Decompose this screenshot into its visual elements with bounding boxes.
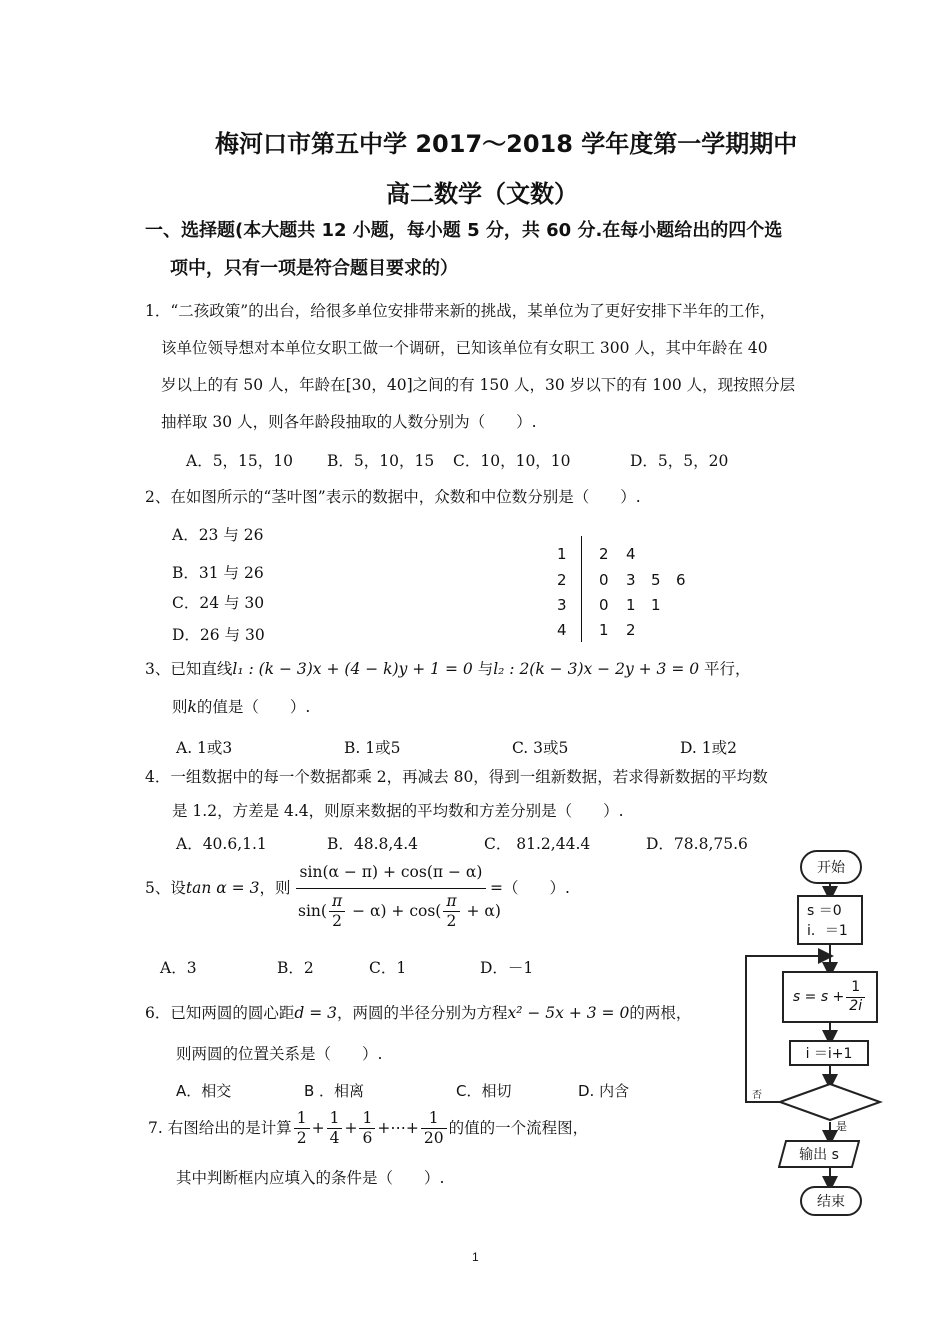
flowchart-output: [778, 1140, 860, 1168]
q3-option-a: A. 1或3: [176, 739, 233, 757]
q1-line4: 抽样取 30 人，则各年龄段抽取的人数分别为（ ）.: [161, 413, 537, 431]
flowchart-update-i: [789, 1040, 869, 1066]
q3-suffix: 平行，: [704, 660, 751, 678]
q1-option-a: A．5，15，10: [186, 452, 294, 470]
q4-option-d: D．78.8,75.6: [646, 835, 748, 853]
q7-term-num: 1: [294, 1109, 310, 1129]
q5-den-part: − α) + cos(: [347, 901, 442, 920]
leaf: 0: [599, 571, 609, 589]
q2-option-b: B．31 与 26: [172, 564, 264, 582]
page-title-line1: 梅河口市第五中学 2017～2018 学年度第一学期期中: [215, 130, 798, 158]
q5-prefix-group: [145, 876, 290, 898]
q4-option-c: C． 81.2,44.4: [484, 835, 591, 853]
flowchart-update-s-num: 1: [846, 979, 865, 998]
q5-suffix: =（ ）.: [490, 879, 570, 897]
flowchart-update-s-den: 2i: [849, 997, 863, 1014]
q5-den-two: 2: [446, 912, 457, 931]
q7-line2: 其中判断框内应填入的条件是（ ）.: [176, 1169, 445, 1187]
stem-divider: [581, 536, 582, 642]
q7-line1: [148, 1109, 588, 1149]
q3-line2-post: 的值是（ ）.: [196, 698, 311, 716]
flowchart-start: [800, 850, 862, 884]
q7-term-num: 1: [327, 1109, 343, 1129]
q1-line2: 该单位领导想对本单位女职工做一个调研，已知该单位有女职工 300 人，其中年龄在 40: [161, 339, 768, 357]
flowchart-yes-label: 是: [836, 1120, 847, 1133]
q5-den-pi: π: [443, 892, 459, 912]
q2-text: 2、在如图所示的“茎叶图”表示的数据中，众数和中位数分别是（ ）.: [145, 488, 641, 506]
q1-option-d: D．5，5，20: [630, 452, 729, 470]
q2-option-d: D．26 与 30: [172, 626, 265, 644]
q7-dots: +⋯+: [377, 1118, 419, 1137]
q3-line1: [145, 657, 751, 679]
q2-option-a: A．23 与 26: [172, 526, 264, 544]
leaf: 1: [626, 596, 636, 614]
q3-line-l1: l₁ : (k − 3)x + (4 − k)y + 1 = 0: [232, 660, 473, 678]
q2-option-c: C．24 与 30: [172, 594, 265, 612]
q3-option-b: B. 1或5: [344, 739, 401, 757]
q5-den-pi: π: [329, 892, 345, 912]
q6-post: 的两根，: [629, 1004, 692, 1022]
q1-line3: 岁以上的有 50 人，年龄在[30，40]之间的有 150 人，30 岁以下的有 100 人，现按照分层: [161, 376, 796, 394]
page-number: 1: [472, 1250, 479, 1264]
q7-post: 的值的一个流程图，: [448, 1118, 589, 1137]
q7-plus: +: [344, 1118, 358, 1137]
page-title-line2: 高二数学（文数）: [386, 180, 578, 208]
q7-term-den: 6: [362, 1129, 373, 1148]
leaf: 5: [651, 571, 661, 589]
q6-option-c: C．相切: [456, 1082, 512, 1100]
q5-option-b: B．2: [277, 959, 314, 977]
stem: 4: [557, 621, 567, 639]
flowchart-end-label: 结束: [817, 1194, 845, 1210]
section-heading-cont: 项中，只有一项是符合题目要求的）: [170, 258, 458, 279]
q3-option-c: C. 3或5: [512, 739, 569, 757]
q5-fraction-bar: [296, 888, 486, 889]
q6-mid: ，两圆的半径分别为方程: [337, 1004, 508, 1022]
q1-option-c: C．10，10，10: [453, 452, 571, 470]
stem: 2: [557, 571, 567, 589]
leaf: 1: [651, 596, 661, 614]
q1-option-b: B．5，10，15: [327, 452, 435, 470]
stem: 3: [557, 596, 567, 614]
leaf: 0: [599, 596, 609, 614]
flowchart-end: [800, 1186, 862, 1216]
flowchart-update-i-label: i ＝i+1: [805, 1046, 853, 1062]
q7-term-den: 2: [296, 1129, 307, 1148]
q5-mid: ，则: [259, 879, 291, 897]
q3-line2-pre: 则: [172, 698, 188, 716]
stem: 1: [557, 545, 567, 563]
q7-term-num: 1: [421, 1109, 447, 1129]
leaf: 1: [599, 621, 609, 639]
q4-option-b: B．48.8,4.4: [327, 835, 418, 853]
leaf: 6: [676, 571, 686, 589]
flowchart-init-i: i．＝1: [807, 923, 848, 939]
section-heading: 一、选择题(本大题共 12 小题，每小题 5 分，共 60 分.在每小题给出的四个选: [145, 220, 783, 241]
q5-prefix: 5、设: [145, 879, 186, 897]
q3-line2: [172, 695, 310, 717]
q3-line-l2: l₂ : 2(k − 3)x − 2y + 3 = 0: [493, 660, 700, 678]
q6-distance: d = 3: [294, 1004, 337, 1022]
q4-option-a: A．40.6,1.1: [176, 835, 267, 853]
flowchart-output-label: 输出 s: [799, 1147, 839, 1163]
q5-option-c: C．1: [369, 959, 407, 977]
flowchart-start-label: 开始: [817, 860, 845, 876]
q5-den-part: + α): [461, 901, 501, 920]
flowchart-update-s: [782, 971, 878, 1023]
q6-option-d: D. 内含: [578, 1082, 630, 1100]
q6-option-a: A．相交: [176, 1082, 232, 1100]
flowchart-update-s-pre: s = s +: [792, 989, 845, 1005]
q7-pre: 7. 右图给出的是计算: [148, 1118, 292, 1137]
q7-term-num: 1: [359, 1109, 375, 1129]
q6-pre: 6．已知两圆的圆心距: [145, 1004, 295, 1022]
flowchart-init-s: s ＝0: [807, 903, 842, 919]
q3-prefix: 3、已知直线: [145, 660, 233, 678]
q7-term-den: 20: [423, 1129, 444, 1148]
q5-den-two: 2: [332, 912, 342, 931]
q5-option-a: A．3: [160, 959, 197, 977]
q6-line1: [145, 1001, 691, 1023]
leaf: 2: [599, 545, 609, 563]
flowchart-no-label: 否: [752, 1090, 762, 1101]
q3-mid: 与: [477, 660, 494, 678]
q1-line1: 1．“二孩政策”的出台，给很多单位安排带来新的挑战，某单位为了更好安排下半年的工作，: [145, 302, 776, 320]
q5-den-part: sin(: [298, 901, 327, 920]
q6-equation: x² − 5x + 3 = 0: [507, 1004, 630, 1022]
q7-plus: +: [311, 1118, 325, 1137]
q6-option-b: B ．相离: [304, 1082, 365, 1100]
q5-option-d: D．－1: [480, 959, 534, 977]
q5-condition: tan α = 3: [185, 879, 260, 897]
leaf: 3: [626, 571, 636, 589]
leaf: 4: [626, 545, 636, 563]
q3-var-k: k: [187, 698, 197, 716]
q3-option-d: D. 1或2: [680, 739, 737, 757]
leaf: 2: [626, 621, 636, 639]
q5-fraction-denominator: [298, 892, 501, 932]
q4-line1: 4．一组数据中的每一个数据都乘 2，再减去 80，得到一组新数据，若求得新数据的平均数: [145, 768, 768, 786]
flowchart-init: [797, 895, 863, 945]
q5-fraction-numerator: sin(α − π) + cos(π − α): [299, 863, 483, 881]
q4-line2: 是 1.2，方差是 4.4，则原来数据的平均数和方差分别是（ ）.: [172, 802, 624, 820]
q6-line2: 则两圆的位置关系是（ ）.: [176, 1045, 383, 1063]
q7-term-den: 4: [329, 1129, 340, 1148]
